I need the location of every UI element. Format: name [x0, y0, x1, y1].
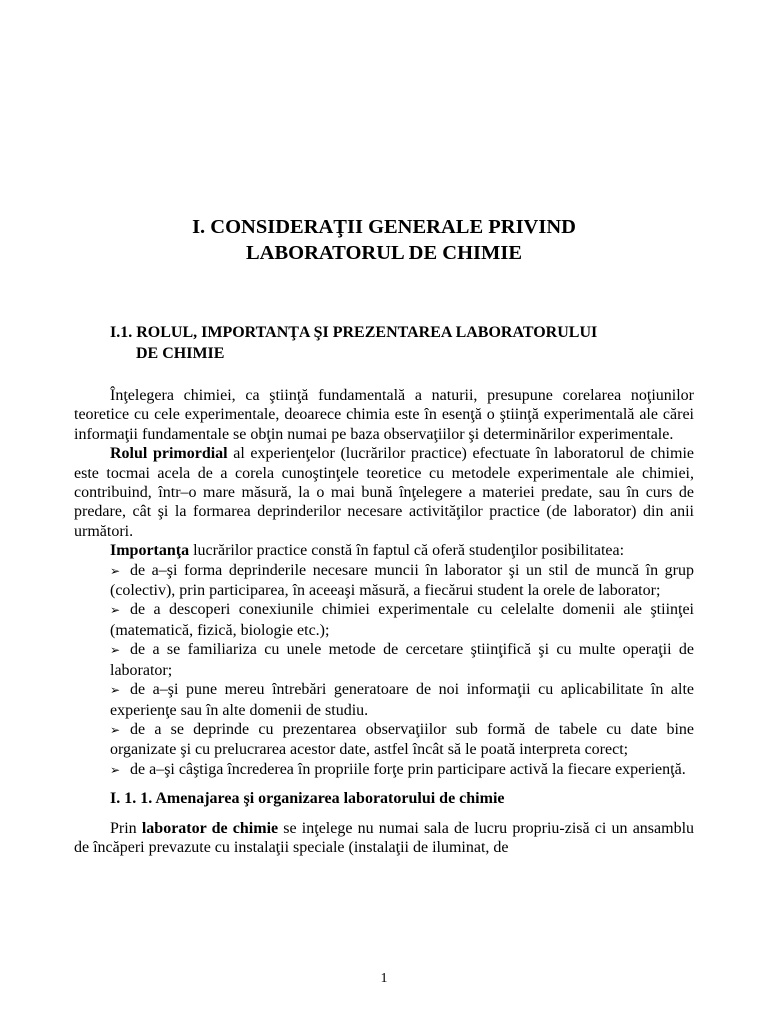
list-item-text: de a descoperi conexiunile chimiei experimentale cu celelalte domenii ale ştiinţei (matematică, fizică, biologie etc.);: [110, 601, 694, 639]
importance-list: [74, 561, 694, 780]
chapter-title-line-2: LABORATORUL DE CHIMIE: [245, 242, 523, 264]
arrow-bullet-icon: ➢: [110, 762, 121, 777]
role-bold-term: Rolul primordial: [110, 445, 228, 463]
page-number: 1: [380, 971, 388, 986]
laboratory-bold-term: laborator de chimie: [141, 819, 279, 837]
paragraph-intro: Înţelegera chimiei, ca ştiinţă fundamentală a naturii, presupune corelarea noţiunilor teoretice cu cele experimentale, deoarece chimia este în esenţă o ştiinţă experimentală ale cărei informaţii fundamentale se obţin numai pe baza observaţiilor şi determinărilor experimentale.: [74, 387, 694, 443]
section-title-line-1: I.1. ROLUL, IMPORTANŢA ŞI PREZENTAREA LABORATORULUI: [110, 324, 598, 341]
importance-text: lucrărilor practice constă în faptul că oferă studenţilor posibilitatea:: [189, 542, 625, 560]
list-item: [74, 640, 694, 680]
paragraph-role: [74, 444, 694, 541]
role-text: al experienţelor (lucrărilor practice) efectuate în laboratorul de chimie este tocmai acela de a corela cunoştinţele teoretice cu metodele experimentale ale chimiei, contribuind, într–o mare măsură, la o mai bună înţelegere a materiei predate, sau în curs de predare, cât şi la formarea deprinderilor necesare activităţilor practice (de laborator) din anii următori.: [74, 445, 694, 540]
arrow-bullet-icon: ➢: [110, 683, 121, 698]
list-item-text: de a se familiariza cu unele metode de cercetare ştiinţifică şi cu multe operaţii de laborator;: [110, 641, 694, 679]
list-item-text: de a–şi pune mereu întrebări generatoare de noi informaţii cu aplicabilitate în alte experienţe sau în alte domenii de studiu.: [110, 681, 694, 719]
list-item: [74, 680, 694, 720]
list-item: [74, 760, 694, 780]
arrow-bullet-icon: ➢: [110, 722, 121, 737]
laboratory-text: se inţelege nu numai sala de lucru propriu-zisă ci un ansamblu de încăperi prevazute cu instalaţii speciale (instalaţii de iluminat, de: [74, 819, 695, 856]
subsection-title: I. 1. 1. Amenajarea şi organizarea laboratorului de chimie: [110, 790, 505, 808]
chapter-title-line-1: I. CONSIDERAŢII GENERALE PRIVIND: [192, 216, 576, 238]
list-item: [74, 720, 694, 760]
list-item: [74, 561, 694, 601]
section-title: [110, 322, 700, 364]
list-item-text: de a–şi forma deprinderile necesare muncii în laborator şi un stil de muncă în grup (colectiv), prin participarea, în aceeaşi măsură, a fiecărui student la orele de laborator;: [110, 561, 694, 600]
paragraph-importance: [74, 541, 694, 560]
list-item-text: de a–şi câştiga încrederea în propriile forţe prin participare activă la fiecare experienţă.: [130, 760, 686, 778]
list-item-text: de a se deprinde cu prezentarea observaţiilor sub formă de tabele cu date bine organizate şi cu prelucrarea acestor date, astfel încât să le poată interpreta corect;: [110, 720, 694, 759]
arrow-bullet-icon: ➢: [110, 603, 121, 618]
arrow-bullet-icon: ➢: [110, 563, 121, 578]
laboratory-prefix: Prin: [110, 819, 142, 837]
body-text: [74, 386, 694, 857]
paragraph-laboratory: [74, 819, 694, 858]
chapter-title: [0, 214, 768, 266]
section-title-line-2: DE CHIMIE: [136, 345, 225, 362]
arrow-bullet-icon: ➢: [110, 643, 121, 658]
list-item: [74, 600, 694, 640]
importance-bold-term: Importanţa: [110, 542, 190, 560]
